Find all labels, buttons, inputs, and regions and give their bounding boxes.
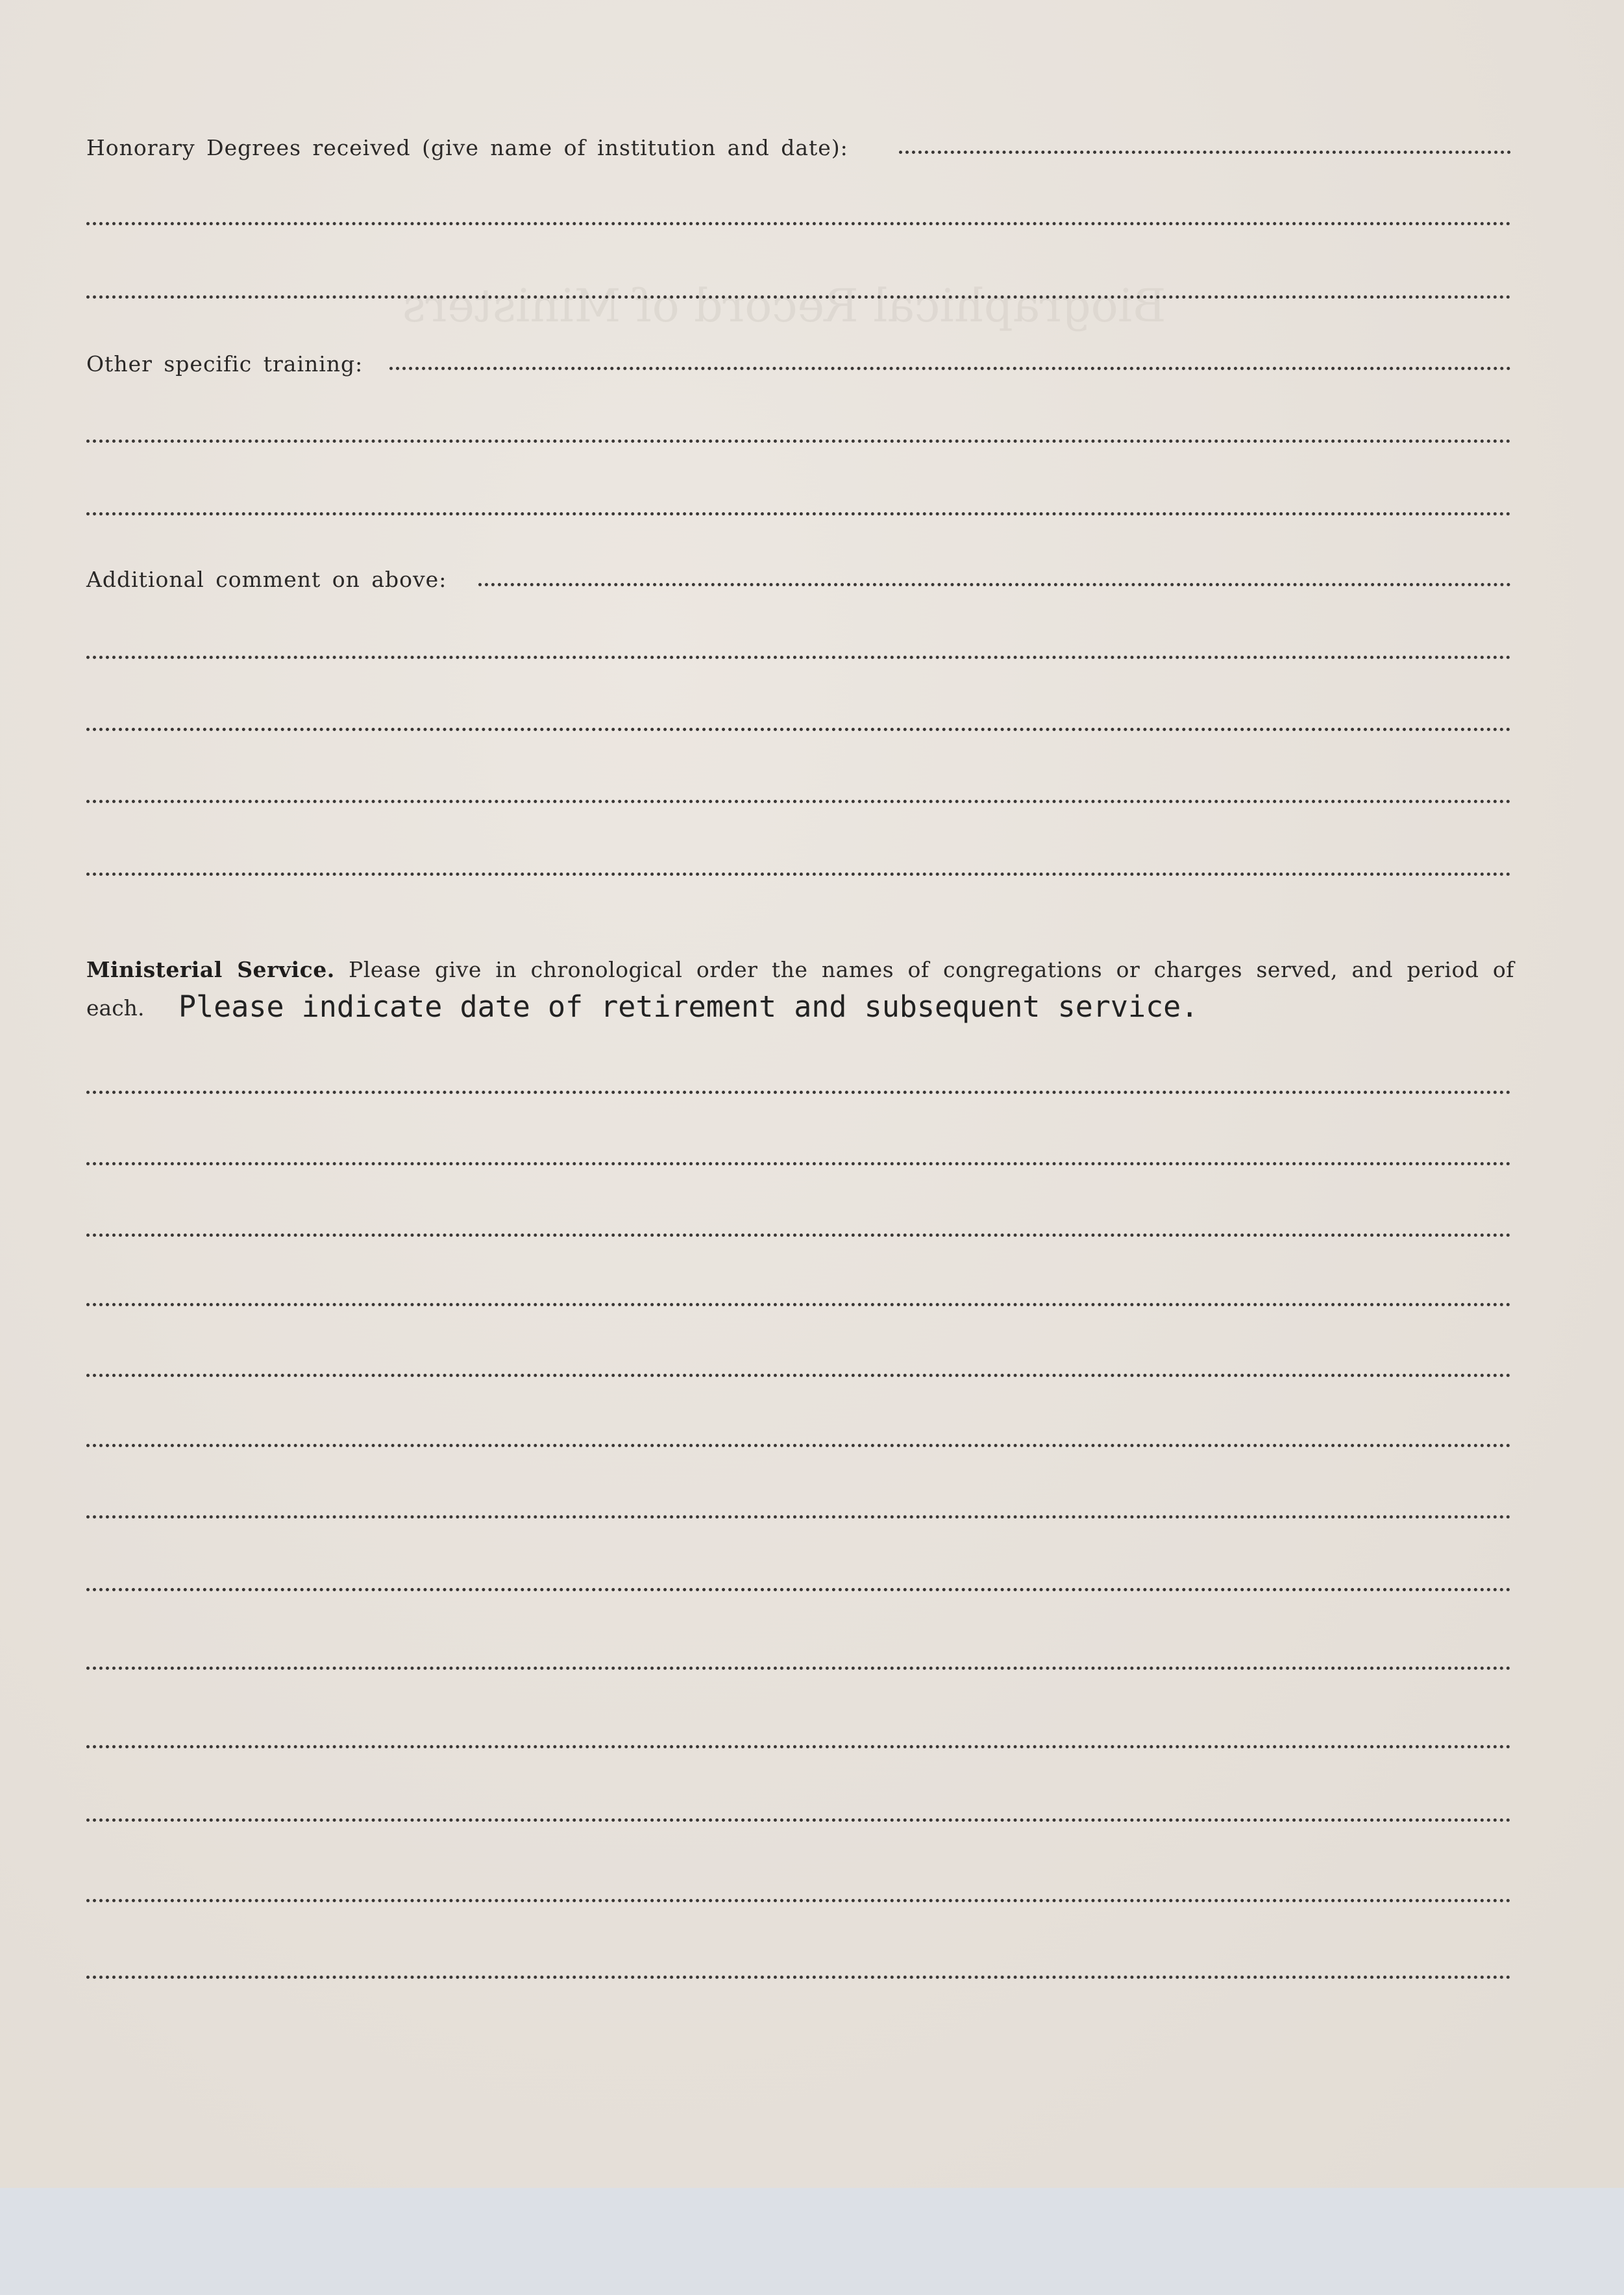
ministerial-service-line-10[interactable] — [86, 1745, 1511, 1748]
scanner-background — [0, 2188, 1624, 2295]
additional-comment-line-3[interactable] — [86, 728, 1511, 731]
typed-entry: Please indicate date of retirement and subsequent service. — [178, 989, 1199, 1024]
other-training-field[interactable] — [389, 367, 1511, 370]
ministerial-service-line-6[interactable] — [86, 1444, 1511, 1447]
ministerial-service-line-12[interactable] — [86, 1899, 1511, 1902]
ministerial-service-heading: Ministerial Service. — [86, 957, 335, 982]
ministerial-service-line-4[interactable] — [86, 1303, 1511, 1306]
ministerial-service-line-7[interactable] — [86, 1515, 1511, 1519]
ministerial-service-line-13[interactable] — [86, 1976, 1511, 1979]
other-training-label: Other specific training: — [86, 351, 363, 377]
bleed-through-text: Biographical Record of Ministers — [402, 279, 1166, 332]
ministerial-service-line-11[interactable] — [86, 1818, 1511, 1822]
additional-comment-line-5[interactable] — [86, 873, 1511, 876]
ministerial-service-continuation: each. — [86, 995, 145, 1021]
additional-comment-line-4[interactable] — [86, 800, 1511, 803]
additional-comment-label: Additional comment on above: — [86, 567, 447, 592]
ministerial-service-line-1[interactable] — [86, 1091, 1511, 1094]
honorary-degrees-label: Honorary Degrees received (give name of institution and date): — [86, 135, 848, 160]
ministerial-service-line-2[interactable] — [86, 1162, 1511, 1165]
ministerial-service-line-9[interactable] — [86, 1667, 1511, 1670]
honorary-degrees-line-2[interactable] — [86, 222, 1511, 225]
honorary-degrees-line-3[interactable] — [86, 295, 1511, 299]
ministerial-service-line-8[interactable] — [86, 1588, 1511, 1591]
honorary-degrees-field[interactable] — [899, 151, 1511, 154]
ministerial-service-line-3[interactable] — [86, 1234, 1511, 1237]
ministerial-service-line-5[interactable] — [86, 1374, 1511, 1377]
additional-comment-field[interactable] — [478, 583, 1511, 586]
other-training-line-2[interactable] — [86, 440, 1511, 443]
other-training-line-3[interactable] — [86, 512, 1511, 515]
ministerial-service-intro — [86, 957, 1514, 982]
ministerial-service-instructions: Please give in chronological order the names of congregations or charges served, and period of — [349, 957, 1514, 982]
additional-comment-line-2[interactable] — [86, 656, 1511, 659]
